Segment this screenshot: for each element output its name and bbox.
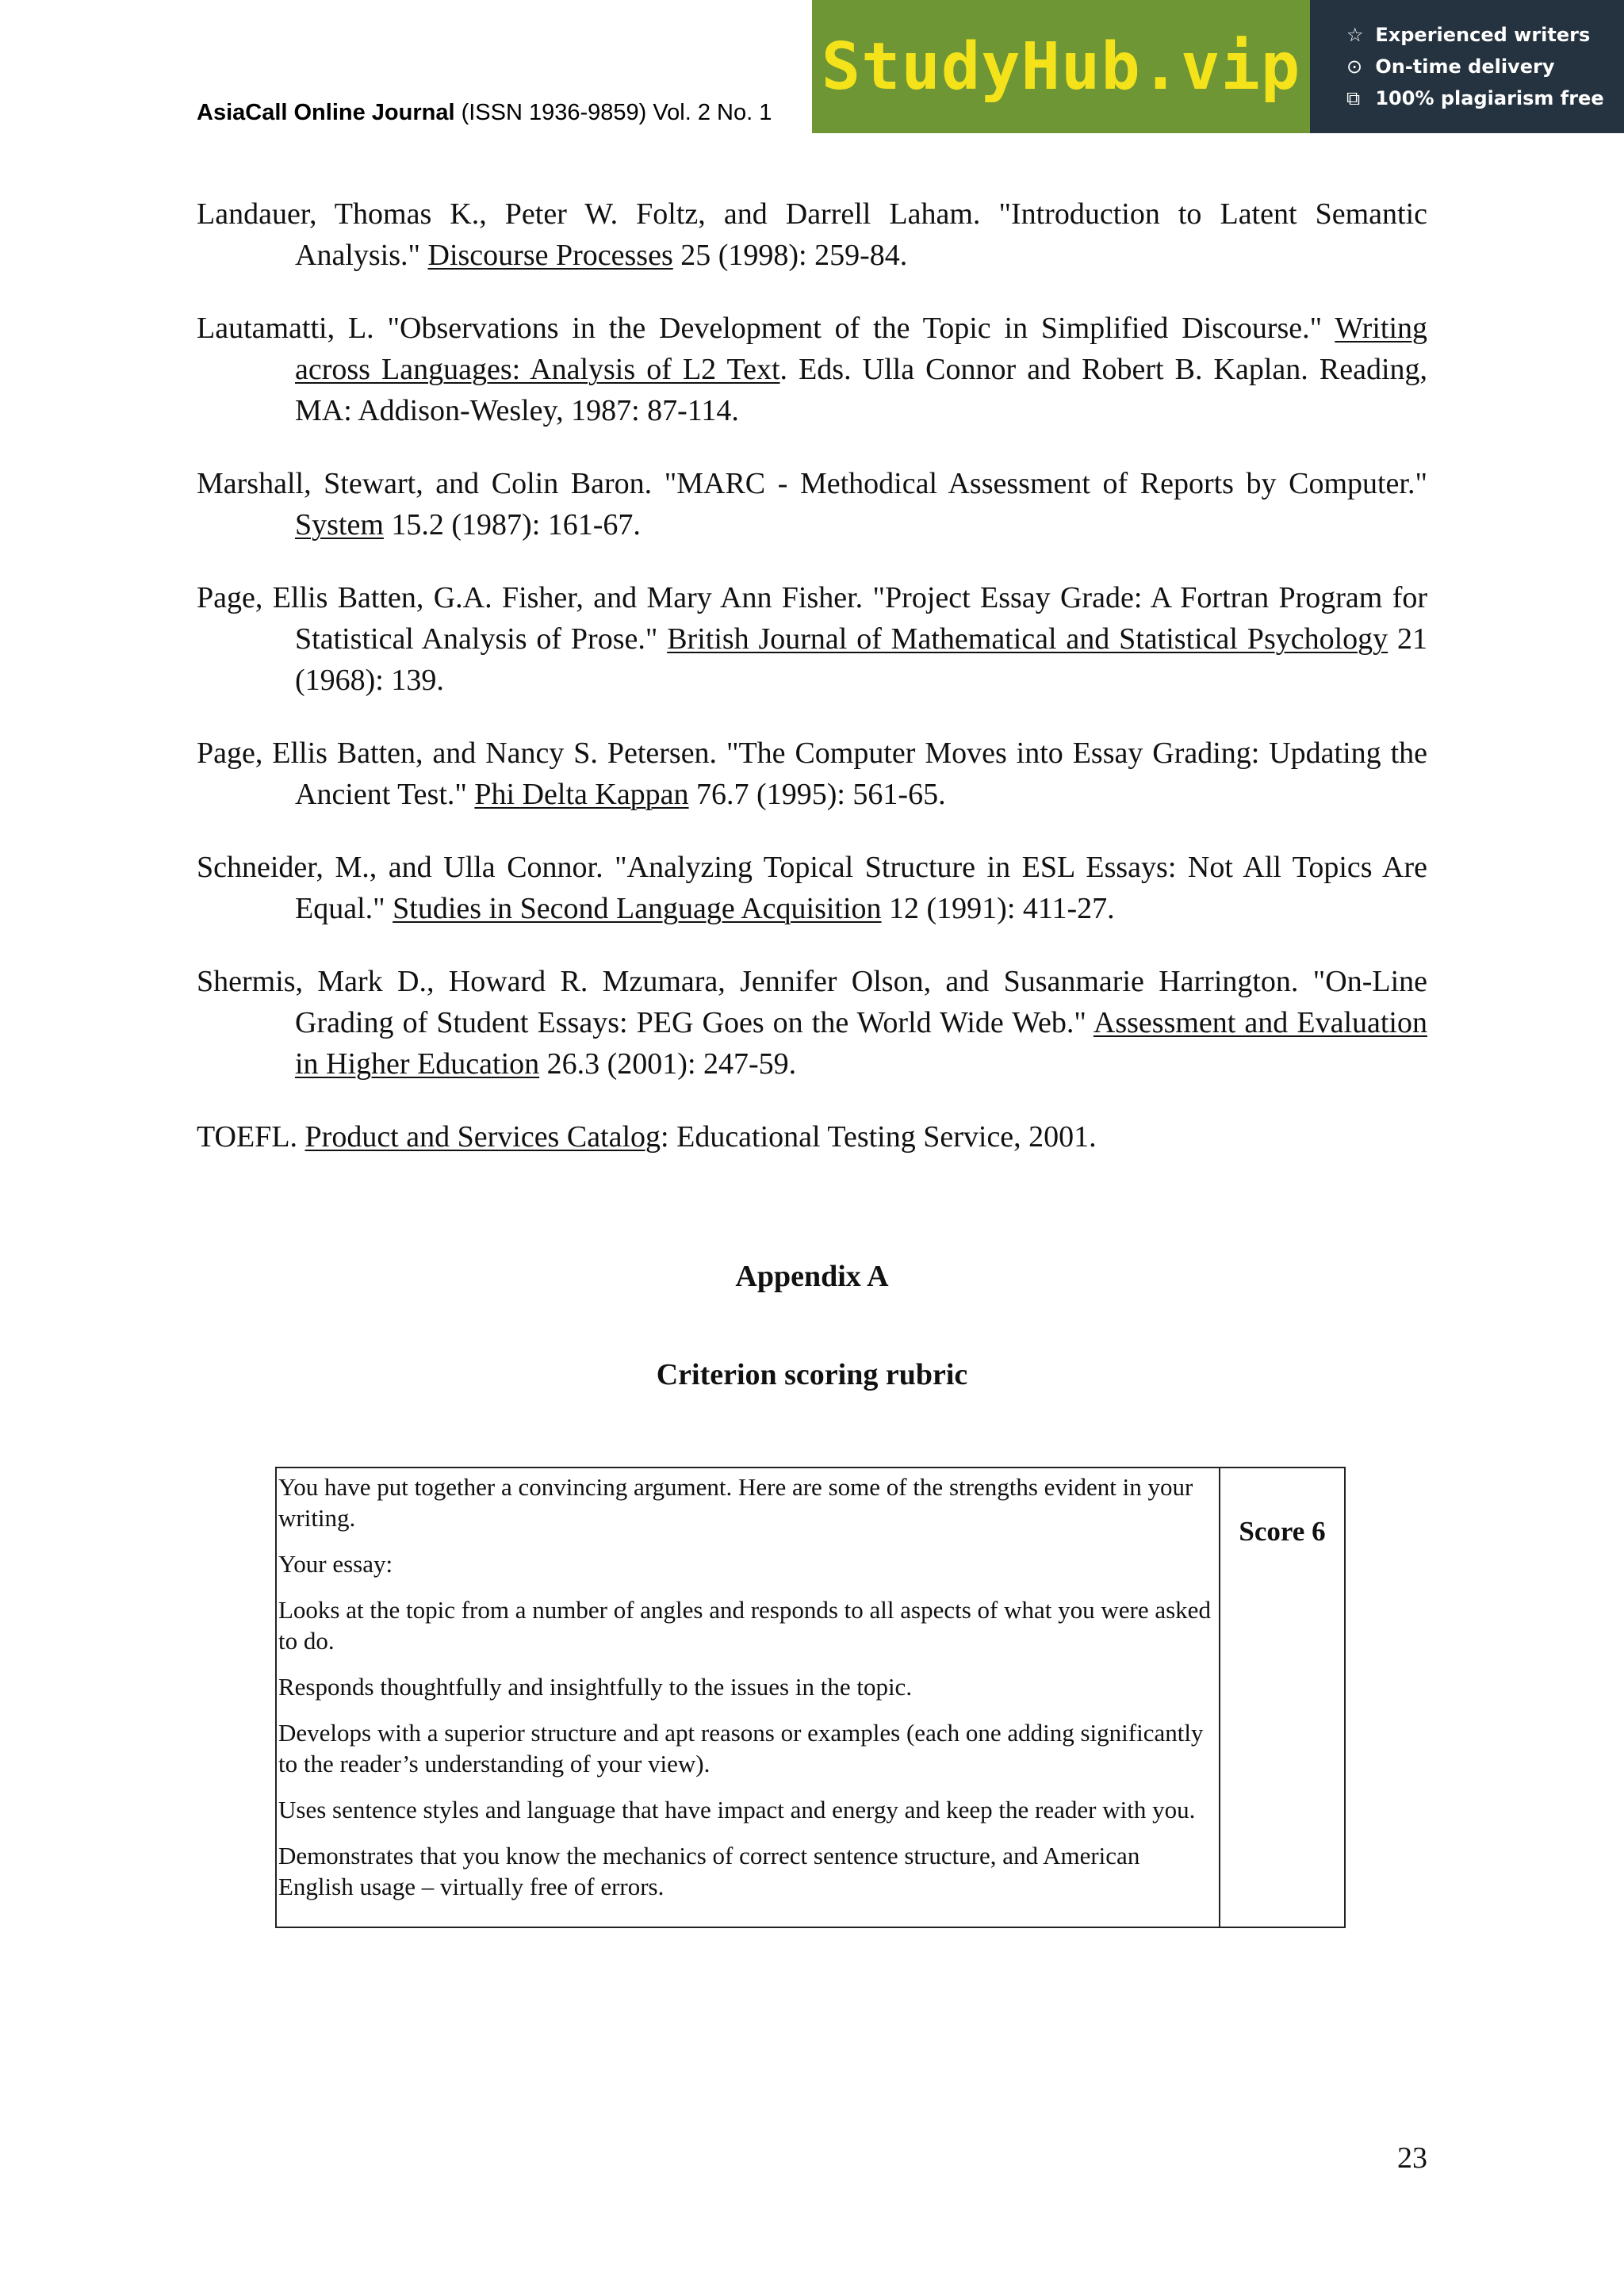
reference-text: . Eds. Ulla Connor and Robert B. Kaplan. Reading, MA: Addison-Wesley, 1987: 87-114. (295, 353, 1427, 427)
journal-name: AsiaCall Online Journal (197, 100, 455, 125)
rubric-paragraph: Responds thoughtfully and insightfully to the issues in the topic. (278, 1673, 913, 1701)
feature-plagiarism-free (1346, 82, 1624, 114)
studyhub-logo[interactable]: StudyHub.vip (821, 29, 1301, 105)
reference-entry (197, 577, 1427, 701)
reference-text: 21 (1968): 139. (295, 622, 1427, 697)
reference-entry (197, 847, 1427, 929)
reference-source-title: Product and Services Catalog (304, 1120, 661, 1154)
rubric-paragraph: Uses sentence styles and language that have impact and energy and keep the reader with you. (278, 1796, 1196, 1823)
feature-on-time-delivery (1346, 51, 1624, 82)
reference-entry (197, 733, 1427, 815)
banner-features (1310, 0, 1624, 133)
page-number: 23 (1397, 2141, 1427, 2175)
reference-text: Page, Ellis Batten, G.A. Fisher, and Mary Ann Fisher. "Project Essay Grade: A Fortran Program for Statistical Analysis of Prose." (197, 581, 1427, 656)
studyhub-banner[interactable] (812, 0, 1624, 133)
feature-label: On-time delivery (1375, 55, 1555, 78)
reference-text: Shermis, Mark D., Howard R. Mzumara, Jennifer Olson, and Susanmarie Harrington. "On-Line Grading of Student Essays: PEG Goes on the World Wide Web." (197, 965, 1427, 1039)
feature-label: Experienced writers (1375, 24, 1591, 46)
reference-text: 25 (1998): 259-84. (672, 239, 908, 272)
reference-text: Marshall, Stewart, and Colin Baron. "MARC - Methodical Assessment of Reports by Computer." (197, 467, 1427, 500)
reference-entry (197, 1116, 1427, 1158)
rubric-paragraph: You have put together a convincing argument. Here are some of the strengths evident in your writing. (278, 1473, 1193, 1532)
reference-source-title: Assessment and Evaluation in Higher Education (295, 1006, 1427, 1081)
reference-source-title: Discourse Processes (427, 239, 673, 272)
reference-text: Lautamatti, L. "Observations in the Development of the Topic in Simplified Discourse." (197, 312, 1335, 345)
reference-entry (197, 193, 1427, 276)
reference-entry (197, 308, 1427, 431)
rubric-description-cell (277, 1468, 1220, 1927)
reference-text: TOEFL. (197, 1120, 305, 1154)
reference-text: Schneider, M., and Ulla Connor. "Analyzing Topical Structure in ESL Essays: Not All Topics Are Equal." (197, 851, 1427, 925)
reference-source-title: System (295, 508, 384, 541)
reference-list (197, 193, 1427, 1189)
running-head (197, 100, 772, 126)
rubric-score-cell: Score 6 (1239, 1516, 1326, 1547)
rubric-paragraph: Your essay: (278, 1550, 393, 1578)
reference-entry (197, 463, 1427, 545)
reference-text: : Educational Testing Service, 2001. (661, 1120, 1097, 1154)
clock-icon: ⊙ (1346, 55, 1363, 78)
rubric-paragraph: Develops with a superior structure and apt reasons or examples (each one adding significantly to the reader’s understanding of your view). (278, 1719, 1204, 1777)
reference-text: 76.7 (1995): 561-65. (688, 778, 946, 811)
reference-source-title: British Journal of Mathematical and Statistical Psychology (667, 622, 1388, 656)
feature-experienced-writers (1346, 19, 1624, 51)
copy-icon: ⧉ (1346, 87, 1361, 109)
reference-source-title: Writing across Languages: Analysis of L2 Text (295, 312, 1427, 386)
rubric-paragraph: Looks at the topic from a number of angles and responds to all aspects of what you were asked to do. (278, 1596, 1211, 1655)
reference-text: 26.3 (2001): 247-59. (539, 1047, 797, 1081)
rubric-paragraph: Demonstrates that you know the mechanics of correct sentence structure, and American English usage – virtually free of errors. (278, 1842, 1140, 1900)
reference-source-title: Studies in Second Language Acquisition (393, 892, 882, 925)
reference-text: Landauer, Thomas K., Peter W. Foltz, and Darrell Laham. "Introduction to Latent Semantic Analysis." (197, 197, 1427, 272)
banner-logo-area[interactable] (812, 0, 1310, 133)
appendix-heading: Appendix A (735, 1260, 889, 1293)
reference-source-title: Phi Delta Kappan (474, 778, 689, 811)
journal-details: (ISSN 1936-9859) Vol. 2 No. 1 (461, 100, 772, 125)
reference-text: 12 (1991): 411-27. (881, 892, 1115, 925)
feature-label: 100% plagiarism free (1375, 87, 1604, 109)
reference-text: 15.2 (1987): 161-67. (383, 508, 641, 541)
reference-entry (197, 961, 1427, 1085)
reference-text: Page, Ellis Batten, and Nancy S. Petersen. "The Computer Moves into Essay Grading: Updating the Ancient Test." (197, 737, 1427, 811)
rubric-heading: Criterion scoring rubric (656, 1358, 968, 1391)
rubric-table (275, 1467, 1346, 1928)
star-icon: ☆ (1346, 24, 1364, 46)
